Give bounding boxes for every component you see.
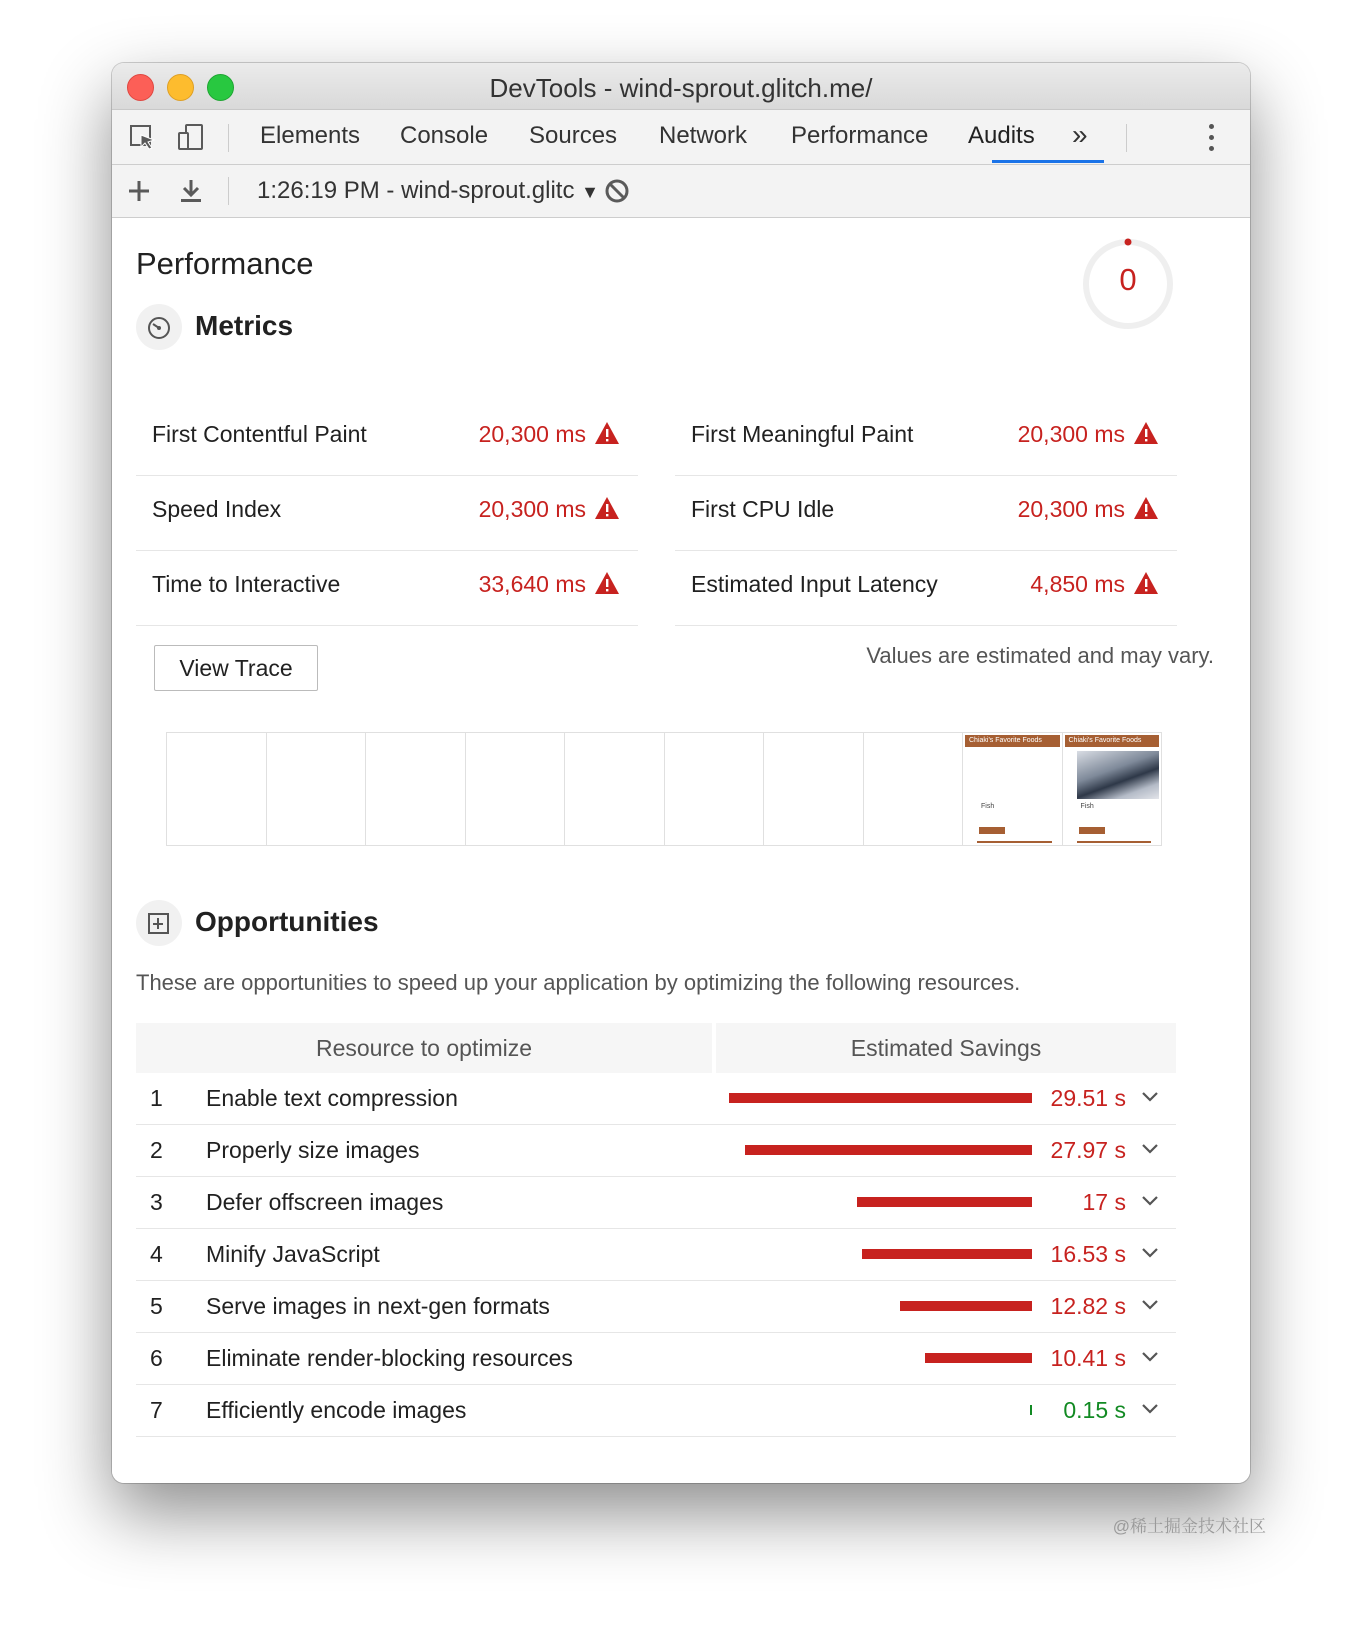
column-header-resource: Resource to optimize bbox=[136, 1023, 712, 1073]
category-title: Performance bbox=[136, 246, 314, 281]
toolbar-divider bbox=[228, 177, 229, 205]
toolbar-divider bbox=[228, 124, 229, 152]
metric-first-cpu-idle bbox=[675, 476, 1177, 551]
warning-icon bbox=[594, 496, 620, 520]
thumbnail-caption: Fish bbox=[981, 803, 995, 810]
opportunity-title: Enable text compression bbox=[206, 1085, 458, 1111]
warning-icon bbox=[1133, 571, 1159, 595]
toolbar-divider bbox=[1126, 124, 1127, 152]
window-title: DevTools - wind-sprout.glitch.me/ bbox=[489, 73, 873, 103]
metric-value: 33,640 ms bbox=[478, 571, 586, 597]
devtools-tab-bar bbox=[112, 110, 1250, 165]
opportunity-number: 1 bbox=[150, 1085, 163, 1111]
metrics-heading: Metrics bbox=[195, 310, 294, 341]
tab-sources[interactable]: Sources bbox=[529, 122, 618, 149]
savings-bar bbox=[862, 1249, 1032, 1259]
thumbnail-header: Chiaki's Favorite Foods bbox=[1065, 735, 1160, 747]
filmstrip-frame bbox=[764, 733, 864, 845]
metric-label: Estimated Input Latency bbox=[691, 571, 938, 597]
warning-icon bbox=[1133, 421, 1159, 445]
column-header-savings: Estimated Savings bbox=[716, 1023, 1176, 1073]
opportunity-row[interactable] bbox=[136, 1073, 1176, 1125]
filmstrip-frame bbox=[565, 733, 665, 845]
opportunity-row[interactable] bbox=[136, 1229, 1176, 1281]
metric-speed-index bbox=[136, 476, 638, 551]
metric-value: 20,300 ms bbox=[478, 421, 586, 447]
opportunity-number: 4 bbox=[150, 1241, 163, 1267]
dropdown-arrow-icon: ▼ bbox=[581, 182, 599, 202]
savings-value: 12.82 s bbox=[1050, 1293, 1126, 1319]
opportunities-icon bbox=[136, 900, 182, 946]
chevron-down-icon[interactable] bbox=[1140, 1089, 1160, 1103]
download-report-icon[interactable] bbox=[176, 176, 206, 206]
savings-bar bbox=[925, 1353, 1032, 1363]
thumbnail-caption: Fish bbox=[1080, 803, 1094, 810]
filmstrip-frame bbox=[267, 733, 367, 845]
warning-icon bbox=[594, 571, 620, 595]
metric-label: First CPU Idle bbox=[691, 496, 835, 522]
metric-label: Time to Interactive bbox=[152, 571, 341, 597]
opportunity-title: Efficiently encode images bbox=[206, 1397, 467, 1423]
filmstrip-frame bbox=[963, 733, 1063, 845]
inspect-element-icon[interactable] bbox=[128, 122, 158, 152]
tab-network[interactable]: Network bbox=[659, 122, 748, 149]
metric-value: 4,850 ms bbox=[1030, 571, 1125, 597]
opportunity-number: 5 bbox=[150, 1293, 163, 1319]
savings-value: 0.15 s bbox=[1063, 1397, 1126, 1423]
metric-label: First Contentful Paint bbox=[152, 421, 367, 447]
metric-label: First Meaningful Paint bbox=[691, 421, 914, 447]
opportunity-row[interactable] bbox=[136, 1281, 1176, 1333]
savings-value: 29.51 s bbox=[1050, 1085, 1126, 1111]
opportunity-row[interactable] bbox=[136, 1125, 1176, 1177]
thumbnail-rule bbox=[977, 841, 1052, 843]
tab-console[interactable]: Console bbox=[400, 122, 489, 149]
savings-bar bbox=[729, 1093, 1032, 1103]
chevron-down-icon[interactable] bbox=[1140, 1193, 1160, 1207]
audit-report bbox=[112, 218, 1250, 1483]
metric-time-to-interactive bbox=[136, 551, 638, 626]
filmstrip-frame bbox=[665, 733, 765, 845]
chevron-down-icon[interactable] bbox=[1140, 1141, 1160, 1155]
opportunity-title: Serve images in next-gen formats bbox=[206, 1293, 550, 1319]
filmstrip-frame bbox=[466, 733, 566, 845]
savings-value: 16.53 s bbox=[1050, 1241, 1126, 1267]
report-select[interactable] bbox=[257, 177, 599, 205]
tab-elements[interactable]: Elements bbox=[260, 122, 361, 149]
chevron-down-icon[interactable] bbox=[1140, 1245, 1160, 1259]
opportunity-row[interactable] bbox=[136, 1333, 1176, 1385]
fish-thumbnail-image bbox=[1077, 751, 1159, 799]
filmstrip-frame bbox=[366, 733, 466, 845]
filmstrip-frame bbox=[1063, 733, 1162, 845]
filmstrip-frame bbox=[167, 733, 267, 845]
savings-bar bbox=[857, 1197, 1032, 1207]
savings-value: 17 s bbox=[1082, 1189, 1126, 1215]
warning-icon bbox=[594, 421, 620, 445]
more-tabs-icon[interactable]: » bbox=[1072, 119, 1088, 150]
filmstrip bbox=[166, 732, 1162, 846]
opportunity-title: Defer offscreen images bbox=[206, 1189, 444, 1215]
opportunities-description: These are opportunities to speed up your application by optimizing the following resources. bbox=[136, 970, 1021, 995]
device-toolbar-icon[interactable] bbox=[176, 122, 206, 152]
chevron-down-icon[interactable] bbox=[1140, 1297, 1160, 1311]
savings-bar bbox=[745, 1145, 1032, 1155]
kebab-menu-icon[interactable] bbox=[1206, 122, 1216, 152]
thumbnail-header: Chiaki's Favorite Foods bbox=[965, 735, 1060, 747]
opportunity-title: Eliminate render-blocking resources bbox=[206, 1345, 573, 1371]
view-trace-button[interactable]: View Trace bbox=[154, 645, 318, 691]
report-select-value: 1:26:19 PM - wind-sprout.glitc bbox=[257, 177, 575, 204]
tab-performance[interactable]: Performance bbox=[791, 122, 929, 149]
metric-label: Speed Index bbox=[152, 496, 282, 522]
opportunity-number: 7 bbox=[150, 1397, 163, 1423]
table-header bbox=[136, 1023, 1176, 1073]
score-value: 0 bbox=[1119, 262, 1137, 297]
opportunity-number: 3 bbox=[150, 1189, 163, 1215]
opportunities-heading: Opportunities bbox=[195, 906, 379, 937]
watermark: @稀土掘金技术社区 bbox=[1112, 1517, 1266, 1536]
metric-value: 20,300 ms bbox=[1017, 421, 1125, 447]
savings-bar bbox=[900, 1301, 1032, 1311]
opportunity-number: 2 bbox=[150, 1137, 163, 1163]
tab-audits[interactable]: Audits bbox=[968, 122, 1035, 149]
warning-icon bbox=[1133, 496, 1159, 520]
audits-toolbar bbox=[112, 165, 1250, 218]
savings-value: 27.97 s bbox=[1050, 1137, 1126, 1163]
devtools-window bbox=[112, 63, 1250, 1483]
metric-value: 20,300 ms bbox=[478, 496, 586, 522]
active-tab-indicator bbox=[992, 160, 1104, 163]
metric-estimated-input-latency bbox=[675, 551, 1177, 626]
estimate-footnote: Values are estimated and may vary. bbox=[866, 643, 1214, 668]
opportunity-row[interactable] bbox=[136, 1177, 1176, 1229]
savings-bar bbox=[1030, 1405, 1032, 1415]
metrics-icon bbox=[136, 304, 182, 350]
metric-first-contentful-paint bbox=[136, 401, 638, 476]
new-audit-icon[interactable] bbox=[124, 176, 154, 206]
savings-value: 10.41 s bbox=[1050, 1345, 1126, 1371]
filmstrip-frame bbox=[864, 733, 964, 845]
opportunity-title: Minify JavaScript bbox=[206, 1241, 380, 1267]
opportunities-table bbox=[136, 1023, 1176, 1437]
thumbnail-button bbox=[979, 827, 1005, 834]
title-bar bbox=[112, 63, 1250, 110]
opportunity-rows bbox=[136, 1073, 1176, 1437]
chevron-down-icon[interactable] bbox=[1140, 1401, 1160, 1415]
metric-value: 20,300 ms bbox=[1017, 496, 1125, 522]
thumbnail-button bbox=[1079, 827, 1105, 834]
opportunity-number: 6 bbox=[150, 1345, 163, 1371]
opportunity-row[interactable] bbox=[136, 1385, 1176, 1437]
clear-all-icon[interactable] bbox=[602, 176, 632, 206]
metric-first-meaningful-paint bbox=[675, 401, 1177, 476]
opportunity-title: Properly size images bbox=[206, 1137, 420, 1163]
chevron-down-icon[interactable] bbox=[1140, 1349, 1160, 1363]
thumbnail-rule bbox=[1077, 841, 1152, 843]
